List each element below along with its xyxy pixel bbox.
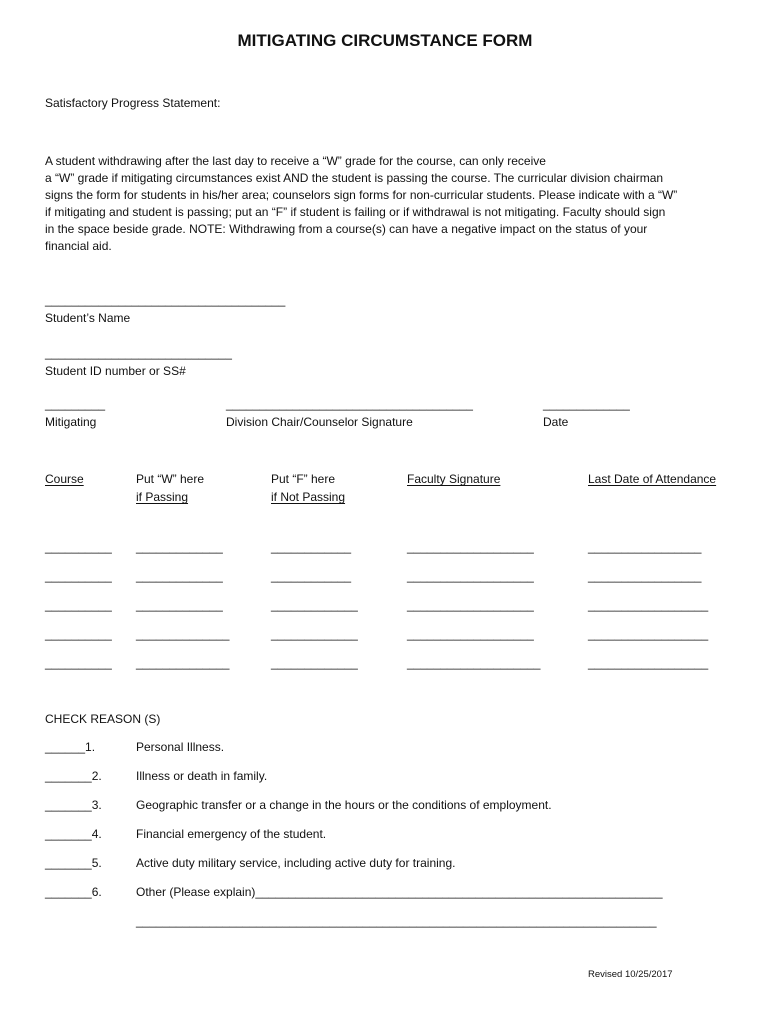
fail-field[interactable]: ____________ — [271, 540, 352, 554]
pass-field[interactable]: ______________ — [136, 656, 230, 670]
reason-item — [0, 885, 770, 901]
date-label: Date — [543, 415, 569, 429]
student-name-field[interactable]: ____________________________________ — [45, 293, 286, 307]
reason-text: Personal Illness. — [136, 740, 225, 754]
course-header: Course — [45, 472, 84, 486]
reason-text[interactable]: Other (Please explain)_____________________________________________________________ — [136, 885, 663, 899]
signature-label: Division Chair/Counselor Signature — [226, 415, 413, 429]
course-field[interactable]: __________ — [45, 598, 112, 612]
table-row — [0, 540, 770, 556]
paragraph-line: a “W” grade if mitigating circumstances exist AND the student is passing the course. The curricular division chairman — [45, 171, 664, 185]
pass-header-line2: if Passing — [136, 490, 189, 504]
fail-field[interactable]: _____________ — [271, 627, 358, 641]
check-reason-title: CHECK REASON (S) — [45, 712, 161, 726]
pass-field[interactable]: _____________ — [136, 540, 223, 554]
mitigating-label: Mitigating — [45, 415, 97, 429]
last-date-field[interactable]: _________________ — [588, 569, 702, 583]
faculty-signature-field[interactable]: ___________________ — [407, 598, 534, 612]
explain-field[interactable]: ______________________________________________________________________________ — [136, 914, 657, 928]
paragraph-line: if mitigating and student is passing; put an “F” if student is failing or if withdrawal is not mitigating. Faculty should sign — [45, 205, 666, 219]
student-id-field[interactable]: ____________________________ — [45, 346, 232, 360]
paragraph-line: A student withdrawing after the last day to receive a “W” grade for the course, can only receive — [45, 154, 546, 168]
paragraph-line: financial aid. — [45, 239, 112, 253]
faculty-signature-field[interactable]: ___________________ — [407, 627, 534, 641]
fail-header-line2: if Not Passing — [271, 490, 346, 504]
last-date-field[interactable]: __________________ — [588, 627, 709, 641]
faculty-header: Faculty Signature — [407, 472, 501, 486]
faculty-signature-field[interactable]: ___________________ — [407, 540, 534, 554]
instructions-paragraph — [45, 153, 735, 255]
reason-item — [0, 827, 770, 843]
fail-field[interactable]: _____________ — [271, 656, 358, 670]
paragraph-line: signs the form for students in his/her area; counselors sign forms for non-curricular students. Please indicate with a “W” — [45, 188, 678, 202]
last-date-field[interactable]: __________________ — [588, 656, 709, 670]
reason-check-field[interactable]: _______2. — [45, 769, 102, 783]
reason-check-field[interactable]: _______3. — [45, 798, 102, 812]
pass-field[interactable]: _____________ — [136, 569, 223, 583]
pass-field[interactable]: _____________ — [136, 598, 223, 612]
course-field[interactable]: __________ — [45, 627, 112, 641]
form-title: MITIGATING CIRCUMSTANCE FORM — [237, 31, 533, 50]
course-field[interactable]: __________ — [45, 569, 112, 583]
reason-item — [0, 740, 770, 756]
reason-text: Active duty military service, including active duty for training. — [136, 856, 456, 870]
reason-check-field[interactable]: _______6. — [45, 885, 102, 899]
reason-check-field[interactable]: _______4. — [45, 827, 102, 841]
reason-check-field[interactable]: ______1. — [45, 740, 96, 754]
student-id-label: Student ID number or SS# — [45, 364, 186, 378]
course-field[interactable]: __________ — [45, 656, 112, 670]
pass-field[interactable]: ______________ — [136, 627, 230, 641]
table-row — [0, 598, 770, 614]
last-date-field[interactable]: _________________ — [588, 540, 702, 554]
student-name-label: Student’s Name — [45, 311, 131, 325]
last-date-field[interactable]: __________________ — [588, 598, 709, 612]
reason-text: Geographic transfer or a change in the hours or the conditions of employment. — [136, 798, 552, 812]
date-field[interactable]: _____________ — [543, 397, 630, 411]
reason-check-field[interactable]: _______5. — [45, 856, 102, 870]
mitigating-field[interactable]: _________ — [45, 397, 106, 411]
reason-item — [0, 798, 770, 814]
signature-field[interactable]: _____________________________________ — [226, 397, 473, 411]
statement-label: Satisfactory Progress Statement: — [45, 96, 221, 110]
fail-header-line1: Put “F” here — [271, 472, 336, 486]
table-row — [0, 627, 770, 643]
fail-field[interactable]: ____________ — [271, 569, 352, 583]
last-date-header: Last Date of Attendance — [588, 472, 717, 486]
table-row — [0, 569, 770, 585]
fail-field[interactable]: _____________ — [271, 598, 358, 612]
reason-text: Financial emergency of the student. — [136, 827, 327, 841]
reason-text: Illness or death in family. — [136, 769, 268, 783]
revision-date: Revised 10/25/2017 — [588, 969, 673, 980]
table-row — [0, 656, 770, 672]
faculty-signature-field[interactable]: ____________________ — [407, 656, 541, 670]
reason-item — [0, 769, 770, 785]
pass-header-line1: Put “W” here — [136, 472, 205, 486]
reason-item — [0, 856, 770, 872]
course-field[interactable]: __________ — [45, 540, 112, 554]
faculty-signature-field[interactable]: ___________________ — [407, 569, 534, 583]
paragraph-line: in the space beside grade. NOTE: Withdrawing from a course(s) can have a negative impact on the status of your — [45, 222, 648, 236]
